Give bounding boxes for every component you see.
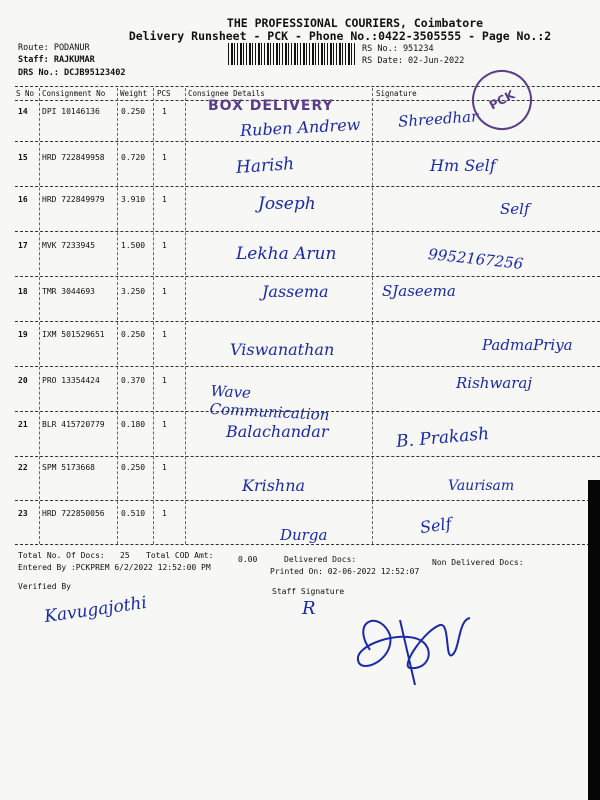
row-sno: 14 (18, 107, 28, 116)
row-consignee-handwriting: Ruben Andrew (239, 114, 361, 141)
column-divider (117, 88, 118, 544)
row-sno: 15 (18, 153, 28, 162)
row-consignment-no: DPI 10146136 (42, 107, 100, 116)
route-label: Route: PODANUR (18, 43, 90, 53)
row-signature-handwriting: Self (500, 200, 530, 218)
verifier-signature-handwriting: Kavugajothi (43, 592, 149, 628)
row-weight: 0.180 (121, 420, 146, 429)
row-sno: 19 (18, 330, 28, 339)
row-weight: 0.250 (121, 107, 146, 116)
cod-label: Total COD Amt: (146, 551, 214, 560)
company-title: THE PROFESSIONAL COURIERS, Coimbatore (226, 16, 484, 30)
row-sno: 23 (18, 509, 28, 518)
column-divider (39, 88, 40, 544)
total-docs-value: 25 (120, 551, 130, 560)
row-weight: 1.500 (121, 241, 146, 250)
verified-by-label: Verified By (18, 582, 71, 591)
row-consignee-handwriting: Viswanathan (230, 340, 335, 359)
row-divider (15, 321, 600, 322)
entered-by: Entered By :PCKPREM 6/2/2022 12:52:00 PM (18, 563, 211, 572)
scan-edge-shadow (588, 480, 600, 800)
table-bottom-rule (15, 544, 600, 545)
row-divider (15, 186, 600, 187)
column-divider (372, 88, 373, 544)
row-weight: 0.510 (121, 509, 146, 518)
row-consignment-no: HRD 722849979 (42, 195, 105, 204)
rs-number: RS No.: 951234 (362, 44, 434, 54)
row-pcs: 1 (162, 463, 167, 472)
row-divider (15, 500, 600, 501)
row-signature-handwriting: Rishwaraj (456, 374, 532, 392)
row-sno: 18 (18, 287, 28, 296)
row-consignment-no: TMR 3044693 (42, 287, 95, 296)
row-pcs: 1 (162, 241, 167, 250)
row-consignee-handwriting: Wave Communication (209, 381, 330, 425)
column-divider (153, 88, 154, 544)
row-weight: 3.250 (121, 287, 146, 296)
row-consignment-no: MVK 7233945 (42, 241, 95, 250)
row-consignee-handwriting: Balachandar (226, 422, 329, 441)
printed-on: Printed On: 02-06-2022 12:52:07 (270, 567, 420, 576)
row-signature-handwriting: PadmaPriya (482, 336, 573, 354)
delivered-docs-label: Delivered Docs: (284, 555, 357, 564)
row-signature-handwriting: Hm Self (430, 156, 496, 175)
row-pcs: 1 (162, 195, 167, 204)
column-divider (185, 88, 186, 544)
row-divider (15, 231, 600, 232)
row-signature-handwriting: Shreedhar (397, 107, 479, 131)
row-weight: 0.250 (121, 463, 146, 472)
column-header-pcs: PCS (157, 89, 171, 98)
drs-number: DRS No.: DCJB95123402 (18, 68, 126, 78)
row-divider (15, 276, 600, 277)
row-signature-handwriting: B. Prakash (395, 423, 490, 453)
row-weight: 0.370 (121, 376, 146, 385)
row-sno: 22 (18, 463, 28, 472)
non-delivered-docs-label: Non Delivered Docs: (432, 558, 524, 567)
row-consignment-no: HRD 722850056 (42, 509, 105, 518)
cod-value: 0.00 (238, 555, 258, 564)
row-consignee-handwriting: Krishna (242, 476, 306, 495)
row-consignee-handwriting: Jassema (262, 282, 329, 301)
row-signature-handwriting: 9952167256 (427, 245, 525, 273)
row-weight: 0.720 (121, 153, 146, 162)
row-consignee-handwriting: Lekha Arun (236, 244, 337, 264)
row-divider (15, 411, 600, 412)
row-consignment-no: IXM 501529651 (42, 330, 105, 339)
row-sno: 17 (18, 241, 28, 250)
row-consignee-handwriting: Joseph (258, 194, 316, 214)
pck-stamp: PCK (461, 59, 542, 140)
row-weight: 3.910 (121, 195, 146, 204)
row-pcs: 1 (162, 330, 167, 339)
row-consignee-handwriting: Harish (235, 153, 295, 179)
row-divider (15, 456, 600, 457)
row-signature-handwriting: Self (418, 513, 453, 538)
row-pcs: 1 (162, 287, 167, 296)
row-divider (15, 366, 600, 367)
row-pcs: 1 (162, 153, 167, 162)
row-pcs: 1 (162, 509, 167, 518)
row-consignment-no: PRO 13354424 (42, 376, 100, 385)
row-divider (15, 141, 600, 142)
column-header-consignment: Consignment No (42, 89, 106, 98)
row-weight: 0.250 (121, 330, 146, 339)
rs-date: RS Date: 02-Jun-2022 (362, 56, 465, 66)
row-pcs: 1 (162, 420, 167, 429)
row-consignment-no: HRD 722849958 (42, 153, 105, 162)
row-signature-handwriting: SJaseema (382, 282, 456, 300)
column-header-weight: Weight (120, 89, 148, 98)
box-delivery-stamp: BOX DELIVERY (208, 98, 334, 114)
column-header-consignee: Consignee Details (188, 89, 265, 98)
barcode-graphic (228, 43, 356, 65)
row-consignment-no: SPM 5173668 (42, 463, 95, 472)
column-header-sno: S No (16, 89, 35, 98)
row-consignment-no: BLR 415720779 (42, 420, 105, 429)
staff-signature-handwriting: R (302, 598, 316, 619)
row-sno: 21 (18, 420, 28, 429)
row-signature-handwriting: Vaurisam (448, 478, 515, 494)
staff-signature-label: Staff Signature (272, 587, 345, 596)
row-pcs: 1 (162, 107, 167, 116)
runsheet-title: Delivery Runsheet - PCK - Phone No.:0422-3505555 - Page No.:2 (128, 29, 552, 43)
row-pcs: 1 (162, 376, 167, 385)
row-sno: 20 (18, 376, 28, 385)
row-sno: 16 (18, 195, 28, 204)
large-signature-scribble (340, 590, 490, 700)
staff-label: Staff: RAJKUMAR (18, 55, 95, 65)
row-consignee-handwriting: Durga (280, 526, 328, 544)
column-header-signature: Signature (376, 89, 417, 98)
total-docs-label: Total No. Of Docs: (18, 551, 105, 560)
